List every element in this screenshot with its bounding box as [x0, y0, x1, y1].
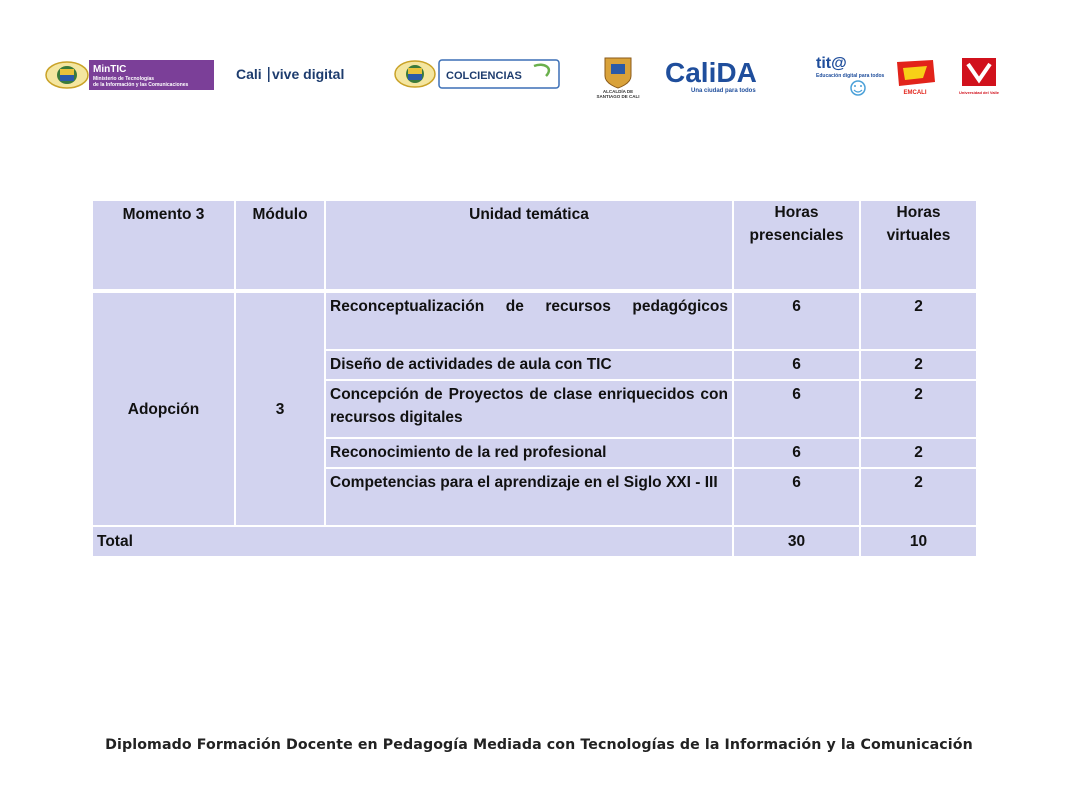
univalle-text: Universidad del Valle — [958, 90, 1000, 95]
header-unidad: Unidad temática — [325, 200, 733, 291]
total-presenciales: 30 — [733, 526, 860, 557]
presenciales-cell: 6 — [733, 468, 860, 526]
unidad-cell: Competencias para el aprendizaje en el Siglo XXI - III — [325, 468, 733, 526]
alcaldia-line1: ALCALDÍA DE — [602, 89, 634, 94]
alcaldia-cali-logo — [583, 56, 653, 98]
momento-cell: Adopción — [92, 291, 235, 526]
cali-vive-digital-logo — [236, 64, 376, 86]
calida-logo — [665, 56, 815, 96]
virtuales-cell: 2 — [860, 350, 977, 380]
total-row — [92, 526, 977, 557]
header-modulo: Módulo — [235, 200, 325, 291]
tita-text: tit@ — [816, 55, 847, 72]
tita-sub: Educación digital para todos — [816, 73, 885, 79]
presenciales-cell: 6 — [733, 380, 860, 438]
virtuales-cell: 2 — [860, 438, 977, 468]
vive-digital-text: vive digital — [272, 66, 345, 82]
header-momento: Momento 3 — [92, 200, 235, 291]
colciencias-logo — [394, 58, 562, 92]
virtuales-cell: 2 — [860, 291, 977, 350]
header-horas-presenciales: Horas presenciales — [733, 200, 860, 291]
mintic-sub1: Ministerio de Tecnologías — [93, 76, 155, 82]
tita-logo — [816, 54, 885, 98]
presenciales-cell: 6 — [733, 350, 860, 380]
unidad-cell — [325, 291, 733, 350]
footer-caption: Diplomado Formación Docente en Pedagogía Mediada con Tecnologías de la Información y la Comunicación — [105, 737, 973, 753]
virtuales-cell: 2 — [860, 380, 977, 438]
cali-text: Cali — [236, 66, 262, 82]
table-header-row — [92, 200, 977, 291]
unidad-cell: Concepción de Proyectos de clase enriquecidos con recursos digitales — [325, 380, 733, 438]
emcali-logo — [893, 58, 939, 96]
unidad-cell: Diseño de actividades de aula con TIC — [325, 350, 733, 380]
univalle-logo — [960, 56, 1000, 98]
mintic-sub2: de la Información y las Comunicaciones — [93, 82, 189, 88]
header-horas-virtuales: Horas virtuales — [860, 200, 977, 291]
modulo-cell: 3 — [235, 291, 325, 526]
presenciales-cell: 6 — [733, 438, 860, 468]
virtuales-cell: 2 — [860, 468, 977, 526]
table-row — [92, 291, 977, 350]
unidad-cell: Reconocimiento de la red profesional — [325, 438, 733, 468]
total-label: Total — [92, 526, 733, 557]
calida-text: CaliDA — [665, 57, 757, 88]
emcali-text: EMCALI — [903, 90, 927, 96]
logo-band — [0, 52, 1058, 102]
presenciales-cell: 6 — [733, 291, 860, 350]
calida-tagline: Una ciudad para todos — [691, 88, 756, 94]
colciencias-text: COLCIENCIAS — [446, 70, 522, 82]
modules-table — [91, 199, 978, 558]
unidad-line-a: Reconceptualización de recursos pedagógicos — [330, 298, 728, 315]
mintic-logo — [45, 60, 215, 90]
total-virtuales: 10 — [860, 526, 977, 557]
mintic-title: MinTIC — [93, 64, 127, 75]
alcaldia-line2: SANTIAGO DE CALI — [596, 94, 640, 99]
